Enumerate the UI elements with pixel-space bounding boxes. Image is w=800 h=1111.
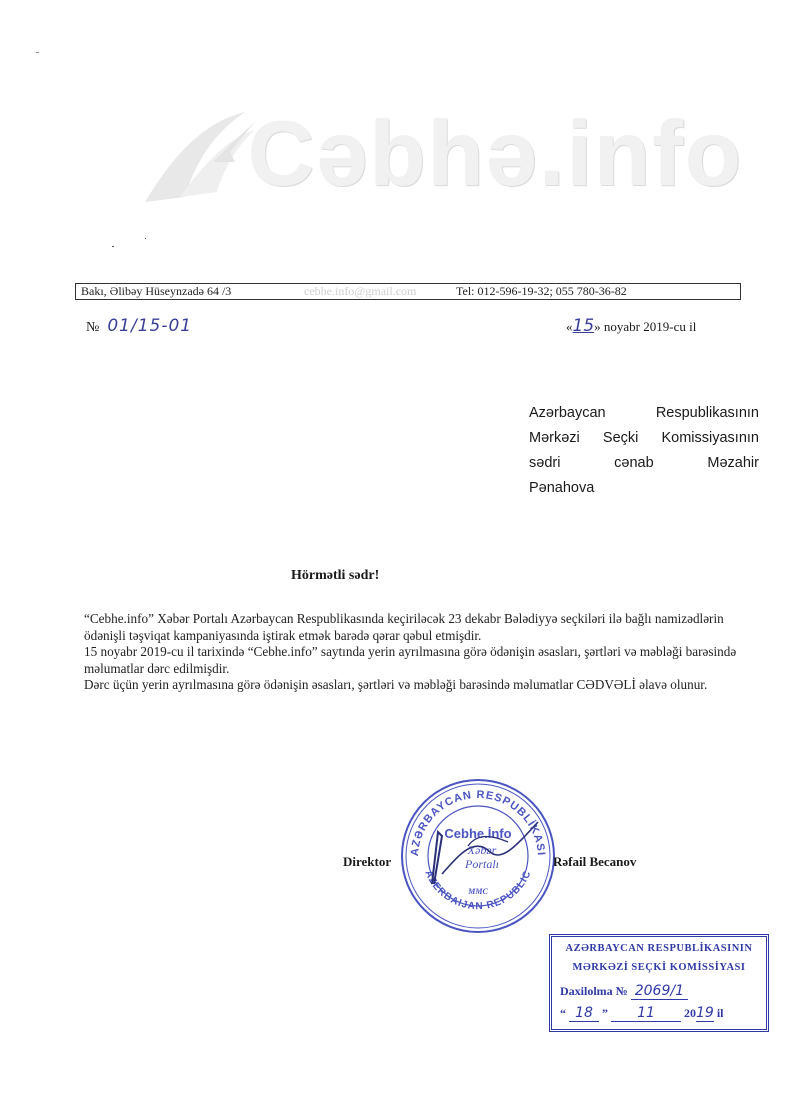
- letterhead-address: Bakı, Əlibəy Hüseynzadə 64 /3: [81, 284, 232, 298]
- company-seal: [398, 776, 558, 936]
- registration-stamp: [549, 934, 769, 1032]
- stamp-month: 11: [611, 1005, 681, 1022]
- stamp-line-1: AZƏRBAYCAN RESPUBLİKASININ: [565, 943, 753, 954]
- letter-body: [84, 611, 754, 694]
- addressee-line-1: Azərbaycan Respublikasının: [529, 405, 759, 421]
- seal-center-line-3: Portalı: [464, 857, 500, 871]
- date-rest: noyabr 2019-cu il: [603, 319, 697, 334]
- signatory-name: Rəfail Becanov: [553, 854, 637, 869]
- stamp-date-row: [560, 1005, 724, 1022]
- document-number-label: №: [86, 320, 100, 335]
- scan-specks: [0, 0, 800, 300]
- seal-ring-top: AZƏRBAYCAN RESPUBLİKASI: [408, 788, 547, 857]
- addressee-line-4: Pənahova: [529, 480, 595, 496]
- document-number: [86, 316, 192, 336]
- date-quote-close: »: [594, 319, 601, 334]
- seal-center-line-4: MMC: [468, 887, 488, 896]
- signature-stroke: [432, 832, 442, 884]
- letterhead-phone: Tel: 012-596-19-32; 055 780-36-82: [456, 284, 627, 298]
- letterhead-email: cebhe.info@gmail.com: [304, 284, 417, 298]
- body-paragraph-2: 15 noyabr 2019-cu il tarixində “Cebhe.info” saytında yerin ayrılmasına görə ödənişin əsasları, şərtləri və məbləği barəsində məlumatlar dərc edilmişdir.: [84, 644, 737, 676]
- date-day: 15: [572, 316, 595, 336]
- logo-text: Cəbhə.info: [248, 103, 744, 205]
- greeting: Hörmətli sədr!: [291, 568, 380, 583]
- addressee-block: [529, 401, 759, 501]
- signatory-title: Direktor: [343, 854, 392, 869]
- body-paragraph-3: Dərc üçün yerin ayrılmasına görə ödənişin əsasları, şərtləri və məbləği barəsində məlumatlar CƏDVƏLİ əlavə olunur.: [84, 677, 708, 692]
- stamp-line-2: MƏRKƏZİ SEÇKİ KOMİSSİYASI: [572, 962, 746, 973]
- stamp-day: 18: [569, 1005, 599, 1022]
- stamp-year-prefix: 20: [684, 1006, 696, 1020]
- addressee-line-3: sədri cənab Məzahir: [529, 455, 759, 471]
- document-date: [566, 316, 696, 336]
- stamp-entry-label: Daxilolma №: [560, 984, 628, 998]
- seal-ring-bottom: AZERBAIJAN REPUBLIC: [422, 868, 534, 913]
- stamp-year-hand: 19: [696, 1005, 714, 1021]
- stamp-entry-number: 2069/1: [631, 983, 688, 1000]
- letterhead-contact-bar: [75, 283, 741, 300]
- stamp-quote-close: ”: [602, 1006, 608, 1020]
- body-paragraph-1: “Cebhe.info” Xəbər Portalı Azərbaycan Respublikasında keçiriləcək 23 dekabr Bələdiyyə seçkiləri ilə bağlı namizədlərin ödənişli təşviqat kampaniyasında iştirak etmək barədə qərar qəbul etmişdir.: [84, 611, 724, 643]
- stamp-year-suffix: il: [716, 1006, 724, 1020]
- stamp-quote-open: “: [560, 1006, 566, 1020]
- document-number-value: 01/15-01: [107, 316, 193, 336]
- addressee-line-2: Mərkəzi Seçki Komissiyasının: [529, 430, 759, 446]
- date-quote-open: «: [566, 319, 573, 334]
- stamp-entry-row: [560, 983, 688, 999]
- seal-center-line-2: Xəbər: [467, 843, 497, 857]
- seal-center-line-1: Cebhe.İnfo: [444, 826, 512, 841]
